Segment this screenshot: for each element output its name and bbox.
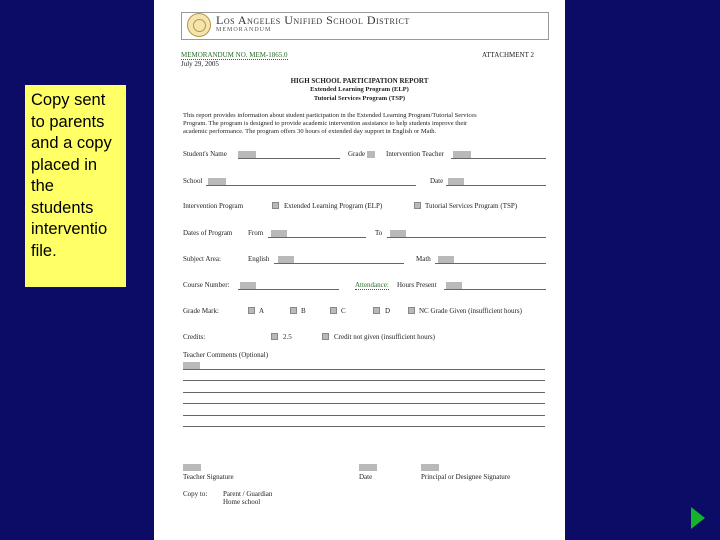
credit-not-given-label: Credit not given (insufficient hours) (334, 333, 435, 341)
note-line: file. (31, 241, 57, 260)
teacher-comments-label: Teacher Comments (Optional) (183, 351, 269, 359)
district-seal-icon (187, 13, 211, 37)
play-arrow-icon[interactable] (691, 507, 705, 529)
grade-c-label: C (341, 307, 346, 315)
note-line: interventio (31, 220, 108, 238)
grade-b-checkbox[interactable] (290, 307, 297, 314)
note-line: placed in (31, 155, 98, 174)
comment-line (183, 403, 545, 404)
grade-a-label: A (259, 307, 265, 315)
memo-header: MEMORANDUM (216, 27, 272, 33)
grade-nc-label: NC Grade Given (insufficient hours) (419, 307, 522, 315)
credit-not-given-checkbox[interactable] (322, 333, 329, 340)
english-field (278, 256, 294, 263)
principal-signature-field (421, 464, 439, 471)
english-line (274, 263, 404, 264)
signature-date-field (359, 464, 377, 471)
note-line: students (31, 198, 94, 217)
elp-checkbox[interactable] (272, 202, 279, 209)
note-line: and a copy (31, 134, 112, 152)
intervention-program-label: Intervention Program (183, 202, 244, 210)
intro-line: This report provides information about student participation in the Extended Learning Program/Tutorial Services (183, 112, 477, 119)
hours-present-label: Hours Present (397, 281, 437, 289)
district-name: Los Angeles Unified School District (216, 13, 410, 27)
teacher-comments-field (183, 362, 200, 369)
hours-present-field (446, 282, 462, 289)
intervention-teacher-label: Intervention Teacher (386, 150, 444, 158)
to-label: To (375, 229, 383, 237)
grade-d-checkbox[interactable] (373, 307, 380, 314)
note-line: the (31, 177, 54, 195)
note-line: Copy sent (31, 91, 106, 109)
comment-line (183, 392, 545, 393)
report-title: HIGH SCHOOL PARTICIPATION REPORT (290, 77, 429, 85)
grade-b-label: B (301, 307, 306, 315)
intro-line: Program. The program is designed to provide academic intervention assistance to help students improve their (183, 120, 468, 127)
student-name-label: Student's Name (183, 150, 227, 158)
student-name-field (238, 151, 256, 158)
school-field (208, 178, 226, 185)
from-label: From (248, 229, 264, 237)
dates-of-program-label: Dates of Program (183, 229, 233, 237)
intervention-teacher-field (453, 151, 471, 158)
attendance-label: Attendance: (355, 281, 389, 289)
school-line (206, 185, 416, 186)
comment-line (183, 426, 545, 427)
note-line: to parents (31, 112, 105, 131)
credits-checkbox[interactable] (271, 333, 278, 340)
attachment-label: ATTACHMENT 2 (482, 51, 535, 59)
report-subtitle-elp: Extended Learning Program (ELP) (310, 86, 409, 93)
math-field (438, 256, 454, 263)
course-number-label: Course Number: (183, 281, 230, 289)
to-field (390, 230, 406, 237)
copy-to-parent: Parent / Guardian (223, 490, 273, 498)
report-subtitle-tsp: Tutorial Services Program (TSP) (313, 95, 406, 102)
date-field (448, 178, 464, 185)
from-line (268, 237, 366, 238)
grade-a-checkbox[interactable] (248, 307, 255, 314)
subject-area-label: Subject Area: (183, 255, 221, 263)
grade-mark-label: Grade Mark: (183, 307, 219, 315)
hours-present-line (444, 289, 546, 290)
copy-to-label: Copy to: (183, 490, 208, 498)
to-line (387, 237, 546, 238)
school-label: School (183, 177, 203, 185)
comment-line (183, 369, 545, 370)
comment-line (183, 415, 545, 416)
tsp-option-label: Tutorial Services Program (TSP) (425, 202, 518, 210)
english-label: English (248, 255, 270, 263)
intervention-teacher-line (451, 158, 546, 159)
grade-c-checkbox[interactable] (330, 307, 337, 314)
course-number-line (238, 289, 339, 290)
elp-option-label: Extended Learning Program (ELP) (284, 202, 383, 210)
grade-field (367, 151, 375, 158)
from-field (271, 230, 287, 237)
tsp-checkbox[interactable] (414, 202, 421, 209)
grade-d-label: D (385, 307, 391, 315)
signature-date-label: Date (359, 473, 373, 481)
grade-label: Grade (348, 150, 366, 158)
student-name-line (238, 158, 340, 159)
intro-line: academic performance. The program offers 30 hours of extended day support in English or Math. (183, 128, 437, 135)
copy-to-school: Home school (223, 498, 261, 506)
date-label: Date (430, 177, 444, 185)
course-number-field (240, 282, 256, 289)
date-line (446, 185, 546, 186)
teacher-signature-label: Teacher Signature (183, 473, 234, 481)
memo-date: July 29, 2005 (181, 60, 219, 68)
credits-value: 2.5 (283, 333, 292, 341)
principal-signature-label: Principal or Designee Signature (421, 473, 511, 481)
note-box (25, 85, 126, 287)
credits-label: Credits: (183, 333, 206, 341)
math-label: Math (416, 255, 431, 263)
math-line (435, 263, 546, 264)
participation-report-document (154, 0, 565, 540)
memo-number: MEMORANDUM NO. MEM-1865.0 (181, 51, 288, 59)
teacher-signature-field (183, 464, 201, 471)
comment-line (183, 380, 545, 381)
grade-nc-checkbox[interactable] (408, 307, 415, 314)
